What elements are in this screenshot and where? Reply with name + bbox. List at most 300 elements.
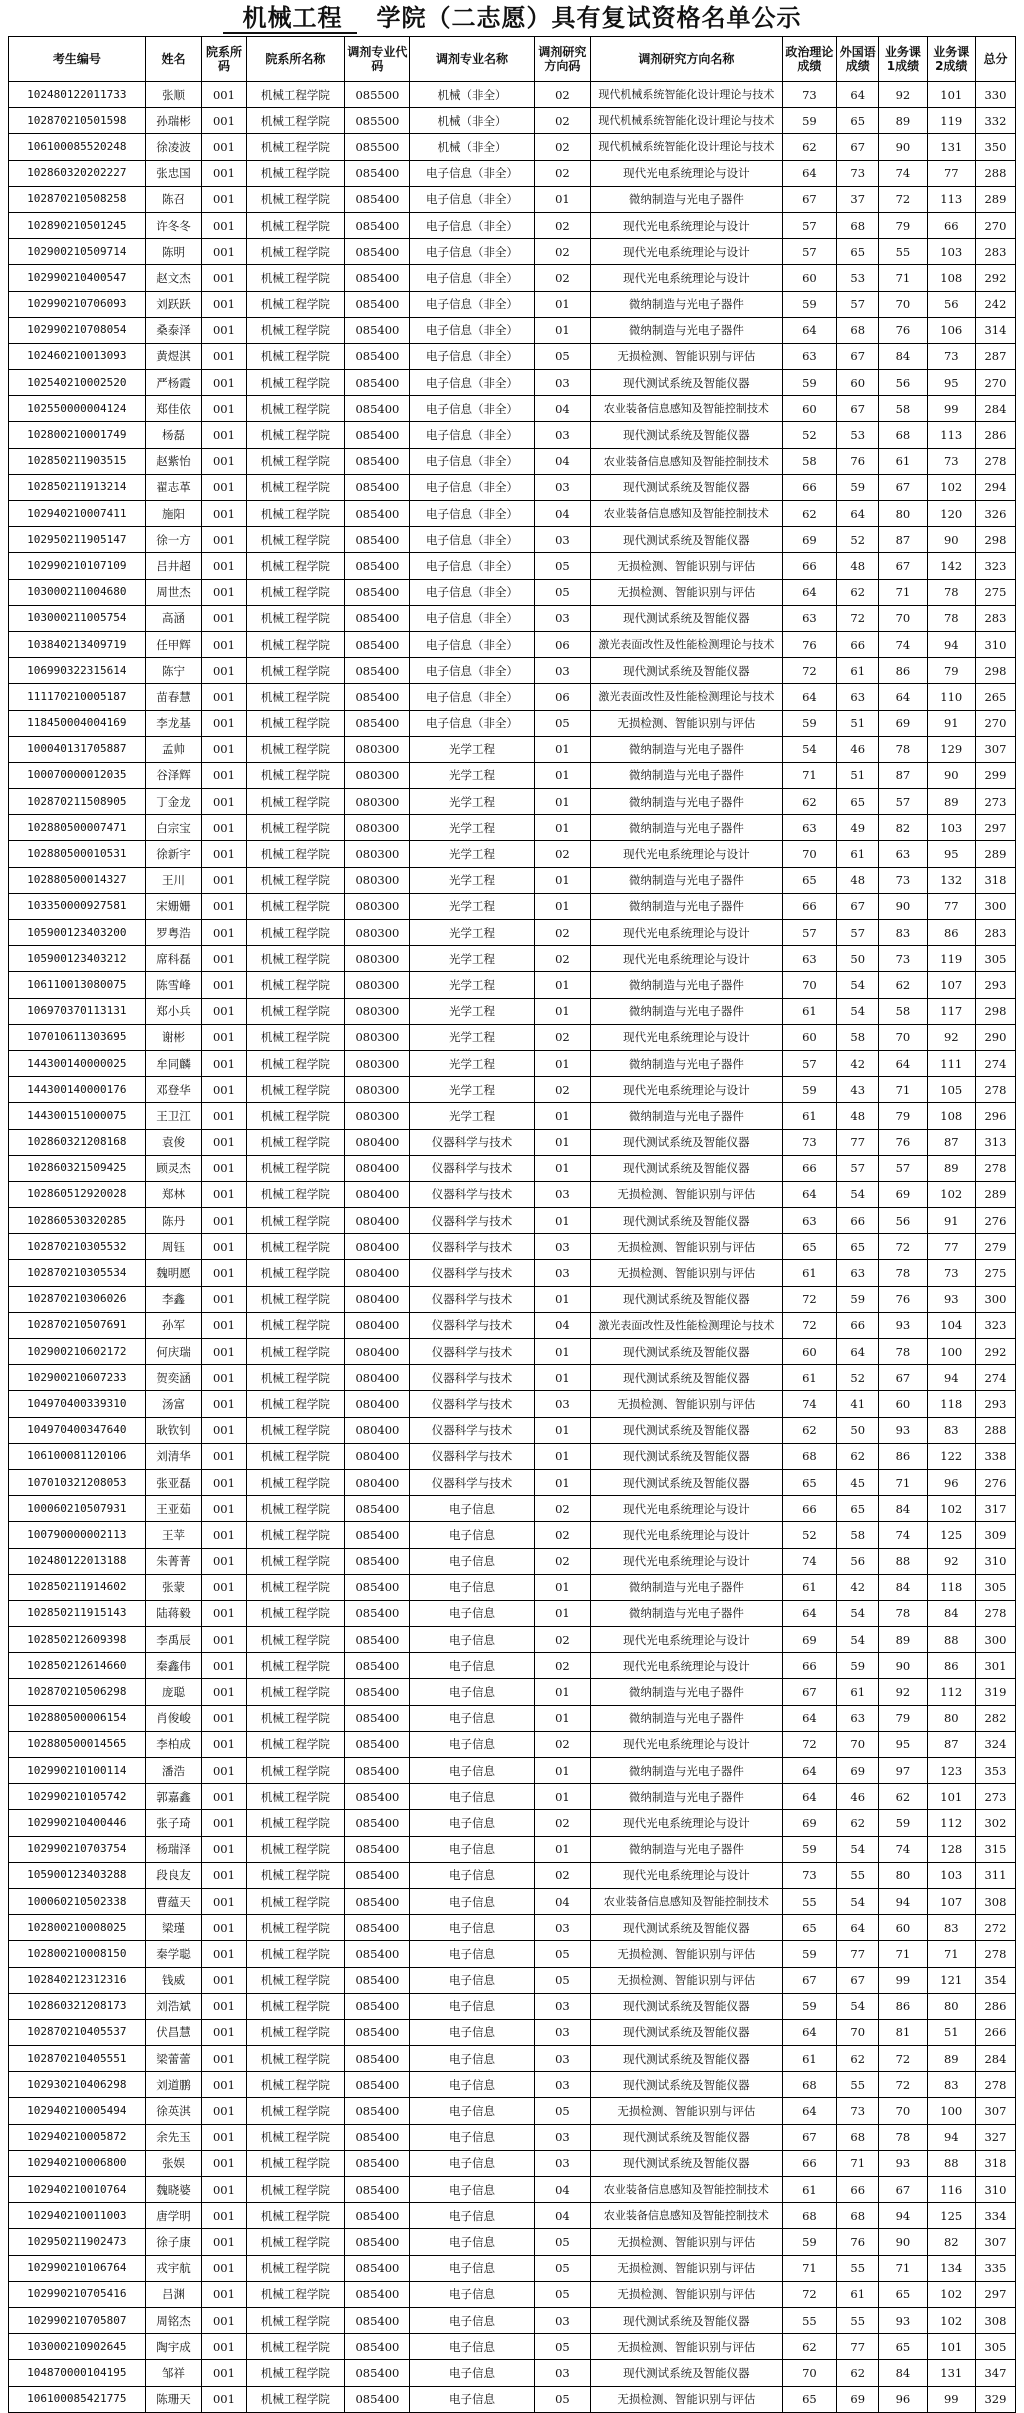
cell-dept-name: 机械工程学院 <box>246 1810 345 1836</box>
cell-direction-code: 03 <box>534 1234 591 1260</box>
cell-politics-score: 61 <box>782 1574 837 1600</box>
cell-name: 王卫江 <box>145 1103 202 1129</box>
table-row <box>9 736 1016 762</box>
cell-major-code: 085400 <box>345 2334 410 2360</box>
cell-direction-name: 现代测试系统及智能仪器 <box>591 1339 782 1365</box>
cell-major-code: 085400 <box>345 1574 410 1600</box>
cell-total-score: 300 <box>975 1286 1015 1312</box>
cell-dept-code: 001 <box>202 82 246 108</box>
cell-politics-score: 68 <box>782 2072 837 2098</box>
cell-foreign-language-score: 77 <box>837 1129 879 1155</box>
cell-name: 张亚磊 <box>145 1469 202 1495</box>
cell-name: 余先玉 <box>145 2124 202 2150</box>
cell-foreign-language-score: 67 <box>837 1967 879 1993</box>
table-row <box>9 1365 1016 1391</box>
cell-major-code: 085400 <box>345 658 410 684</box>
cell-politics-score: 71 <box>782 2255 837 2281</box>
cell-direction-name: 现代测试系统及智能仪器 <box>591 1443 782 1469</box>
cell-subject2-score: 110 <box>927 684 975 710</box>
cell-politics-score: 67 <box>782 1679 837 1705</box>
cell-foreign-language-score: 63 <box>837 1260 879 1286</box>
cell-name: 吕井超 <box>145 553 202 579</box>
cell-subject2-score: 94 <box>927 2124 975 2150</box>
cell-direction-code: 03 <box>534 2072 591 2098</box>
cell-total-score: 298 <box>975 658 1015 684</box>
cell-direction-code: 05 <box>534 1967 591 1993</box>
cell-direction-name: 微纳制造与光电子器件 <box>591 762 782 788</box>
cell-total-score: 292 <box>975 1339 1015 1365</box>
header-foreign-language-score: 外国语成绩 <box>837 37 879 82</box>
table-row <box>9 658 1016 684</box>
cell-major-name: 仪器科学与技术 <box>410 1181 534 1207</box>
cell-major-name: 机械（非全） <box>410 108 534 134</box>
cell-foreign-language-score: 68 <box>837 2203 879 2229</box>
cell-dept-name: 机械工程学院 <box>246 501 345 527</box>
cell-subject1-score: 74 <box>879 1522 927 1548</box>
cell-dept-code: 001 <box>202 501 246 527</box>
cell-politics-score: 70 <box>782 972 837 998</box>
cell-dept-code: 001 <box>202 553 246 579</box>
cell-total-score: 293 <box>975 1391 1015 1417</box>
cell-direction-code: 01 <box>534 762 591 788</box>
cell-direction-code: 05 <box>534 2255 591 2281</box>
cell-dept-code: 001 <box>202 579 246 605</box>
table-row <box>9 920 1016 946</box>
cell-subject1-score: 67 <box>879 2177 927 2203</box>
cell-politics-score: 67 <box>782 1967 837 1993</box>
cell-dept-code: 001 <box>202 972 246 998</box>
cell-total-score: 278 <box>975 1077 1015 1103</box>
cell-subject1-score: 80 <box>879 501 927 527</box>
cell-major-code: 085400 <box>345 2177 410 2203</box>
table-row <box>9 1050 1016 1076</box>
cell-subject1-score: 92 <box>879 1679 927 1705</box>
cell-major-code: 080300 <box>345 1050 410 1076</box>
cell-subject2-score: 83 <box>927 2072 975 2098</box>
cell-subject1-score: 59 <box>879 1810 927 1836</box>
cell-direction-code: 05 <box>534 710 591 736</box>
cell-total-score: 289 <box>975 841 1015 867</box>
cell-major-name: 光学工程 <box>410 1024 534 1050</box>
cell-dept-code: 001 <box>202 1129 246 1155</box>
cell-subject2-score: 91 <box>927 710 975 736</box>
cell-major-code: 080400 <box>345 1155 410 1181</box>
cell-total-score: 292 <box>975 265 1015 291</box>
cell-total-score: 323 <box>975 1312 1015 1338</box>
cell-direction-code: 05 <box>534 2386 591 2412</box>
cell-dept-name: 机械工程学院 <box>246 815 345 841</box>
cell-foreign-language-score: 68 <box>837 2124 879 2150</box>
cell-dept-code: 001 <box>202 2255 246 2281</box>
cell-dept-name: 机械工程学院 <box>246 841 345 867</box>
cell-dept-name: 机械工程学院 <box>246 474 345 500</box>
cell-direction-code: 01 <box>534 972 591 998</box>
table-row <box>9 474 1016 500</box>
cell-direction-name: 农业装备信息感知及智能控制技术 <box>591 2203 782 2229</box>
cell-dept-code: 001 <box>202 1208 246 1234</box>
cell-dept-code: 001 <box>202 291 246 317</box>
cell-major-code: 085400 <box>345 1993 410 2019</box>
cell-total-score: 283 <box>975 605 1015 631</box>
cell-total-score: 326 <box>975 501 1015 527</box>
cell-subject1-score: 83 <box>879 920 927 946</box>
cell-major-code: 085400 <box>345 2072 410 2098</box>
cell-subject2-score: 117 <box>927 998 975 1024</box>
cell-candidate-id: 102870211508905 <box>9 789 146 815</box>
cell-dept-code: 001 <box>202 1050 246 1076</box>
cell-name: 王川 <box>145 867 202 893</box>
table-row <box>9 1417 1016 1443</box>
cell-total-score: 338 <box>975 1443 1015 1469</box>
cell-dept-name: 机械工程学院 <box>246 1653 345 1679</box>
cell-total-score: 274 <box>975 1365 1015 1391</box>
cell-foreign-language-score: 54 <box>837 972 879 998</box>
cell-name: 秦学聪 <box>145 1941 202 1967</box>
cell-dept-code: 001 <box>202 2177 246 2203</box>
cell-foreign-language-score: 73 <box>837 160 879 186</box>
cell-politics-score: 60 <box>782 1339 837 1365</box>
cell-subject2-score: 90 <box>927 527 975 553</box>
cell-subject1-score: 55 <box>879 239 927 265</box>
cell-dept-code: 001 <box>202 998 246 1024</box>
cell-subject1-score: 58 <box>879 396 927 422</box>
cell-name: 谢彬 <box>145 1024 202 1050</box>
cell-direction-name: 微纳制造与光电子器件 <box>591 998 782 1024</box>
cell-dept-code: 001 <box>202 1836 246 1862</box>
cell-politics-score: 52 <box>782 422 837 448</box>
cell-subject2-score: 103 <box>927 239 975 265</box>
cell-subject2-score: 142 <box>927 553 975 579</box>
cell-major-name: 电子信息 <box>410 2124 534 2150</box>
cell-foreign-language-score: 60 <box>837 370 879 396</box>
cell-dept-code: 001 <box>202 317 246 343</box>
cell-politics-score: 76 <box>782 631 837 657</box>
cell-dept-code: 001 <box>202 1077 246 1103</box>
cell-direction-name: 微纳制造与光电子器件 <box>591 1103 782 1129</box>
cell-major-name: 电子信息 <box>410 1758 534 1784</box>
cell-major-name: 电子信息 <box>410 2360 534 2386</box>
cell-name: 贺奕涵 <box>145 1365 202 1391</box>
cell-politics-score: 64 <box>782 1758 837 1784</box>
cell-major-code: 085400 <box>345 474 410 500</box>
cell-total-score: 278 <box>975 448 1015 474</box>
cell-subject2-score: 56 <box>927 291 975 317</box>
cell-candidate-id: 102900210509714 <box>9 239 146 265</box>
cell-dept-name: 机械工程学院 <box>246 186 345 212</box>
cell-politics-score: 59 <box>782 1836 837 1862</box>
cell-candidate-id: 102860512920028 <box>9 1181 146 1207</box>
cell-direction-name: 无损检测、智能识别与评估 <box>591 2255 782 2281</box>
cell-foreign-language-score: 55 <box>837 2307 879 2333</box>
cell-subject2-score: 88 <box>927 1627 975 1653</box>
cell-major-code: 080300 <box>345 736 410 762</box>
cell-subject1-score: 84 <box>879 2360 927 2386</box>
cell-foreign-language-score: 42 <box>837 1050 879 1076</box>
header-politics-score: 政治理论成绩 <box>782 37 837 82</box>
cell-dept-name: 机械工程学院 <box>246 396 345 422</box>
cell-subject1-score: 92 <box>879 82 927 108</box>
cell-politics-score: 72 <box>782 1286 837 1312</box>
cell-name: 王亚茹 <box>145 1496 202 1522</box>
cell-dept-code: 001 <box>202 710 246 736</box>
cell-direction-code: 03 <box>534 1260 591 1286</box>
cell-candidate-id: 102850211903515 <box>9 448 146 474</box>
table-row <box>9 1967 1016 1993</box>
cell-foreign-language-score: 62 <box>837 2360 879 2386</box>
cell-dept-name: 机械工程学院 <box>246 1888 345 1914</box>
cell-foreign-language-score: 54 <box>837 1888 879 1914</box>
cell-total-score: 283 <box>975 920 1015 946</box>
cell-foreign-language-score: 65 <box>837 1496 879 1522</box>
cell-major-name: 电子信息（非全） <box>410 605 534 631</box>
cell-major-name: 电子信息（非全） <box>410 553 534 579</box>
table-row <box>9 762 1016 788</box>
cell-total-score: 294 <box>975 474 1015 500</box>
cell-dept-code: 001 <box>202 2019 246 2045</box>
cell-direction-code: 04 <box>534 448 591 474</box>
cell-major-code: 080300 <box>345 920 410 946</box>
cell-dept-code: 001 <box>202 212 246 238</box>
cell-dept-code: 001 <box>202 474 246 500</box>
cell-dept-name: 机械工程学院 <box>246 2150 345 2176</box>
cell-foreign-language-score: 64 <box>837 501 879 527</box>
cell-direction-name: 现代测试系统及智能仪器 <box>591 1155 782 1181</box>
cell-direction-name: 无损检测、智能识别与评估 <box>591 1967 782 1993</box>
cell-direction-name: 现代机械系统智能化设计理论与技术 <box>591 82 782 108</box>
cell-direction-code: 04 <box>534 1312 591 1338</box>
cell-dept-name: 机械工程学院 <box>246 1208 345 1234</box>
cell-subject1-score: 71 <box>879 579 927 605</box>
cell-direction-code: 01 <box>534 1758 591 1784</box>
cell-direction-name: 现代测试系统及智能仪器 <box>591 422 782 448</box>
cell-politics-score: 63 <box>782 946 837 972</box>
table-row <box>9 1548 1016 1574</box>
cell-dept-name: 机械工程学院 <box>246 82 345 108</box>
cell-major-name: 电子信息 <box>410 2150 534 2176</box>
table-row <box>9 2203 1016 2229</box>
cell-major-code: 085400 <box>345 2098 410 2124</box>
cell-major-code: 080400 <box>345 1391 410 1417</box>
cell-subject1-score: 68 <box>879 422 927 448</box>
table-row <box>9 631 1016 657</box>
cell-foreign-language-score: 76 <box>837 448 879 474</box>
table-row <box>9 1574 1016 1600</box>
cell-subject2-score: 92 <box>927 1024 975 1050</box>
cell-name: 陆蒋毅 <box>145 1600 202 1626</box>
cell-foreign-language-score: 67 <box>837 396 879 422</box>
cell-subject2-score: 99 <box>927 2386 975 2412</box>
cell-direction-name: 现代光电系统理论与设计 <box>591 1862 782 1888</box>
cell-subject2-score: 113 <box>927 186 975 212</box>
cell-major-name: 电子信息（非全） <box>410 710 534 736</box>
cell-direction-name: 无损检测、智能识别与评估 <box>591 2229 782 2255</box>
table-row <box>9 1286 1016 1312</box>
cell-total-score: 297 <box>975 815 1015 841</box>
cell-major-code: 085500 <box>345 108 410 134</box>
cell-direction-code: 01 <box>534 1443 591 1469</box>
cell-total-score: 288 <box>975 1417 1015 1443</box>
cell-name: 陈召 <box>145 186 202 212</box>
cell-politics-score: 66 <box>782 893 837 919</box>
cell-candidate-id: 106100081120106 <box>9 1443 146 1469</box>
cell-dept-name: 机械工程学院 <box>246 1077 345 1103</box>
cell-dept-name: 机械工程学院 <box>246 370 345 396</box>
cell-foreign-language-score: 63 <box>837 1705 879 1731</box>
cell-politics-score: 54 <box>782 736 837 762</box>
cell-candidate-id: 103000211005754 <box>9 605 146 631</box>
cell-subject2-score: 122 <box>927 1443 975 1469</box>
cell-subject1-score: 84 <box>879 343 927 369</box>
cell-total-score: 329 <box>975 2386 1015 2412</box>
cell-major-name: 电子信息 <box>410 2098 534 2124</box>
cell-subject1-score: 78 <box>879 1260 927 1286</box>
cell-foreign-language-score: 66 <box>837 631 879 657</box>
cell-dept-code: 001 <box>202 108 246 134</box>
cell-candidate-id: 106100085421775 <box>9 2386 146 2412</box>
cell-dept-code: 001 <box>202 527 246 553</box>
cell-foreign-language-score: 55 <box>837 2072 879 2098</box>
cell-dept-code: 001 <box>202 1260 246 1286</box>
cell-subject1-score: 94 <box>879 2203 927 2229</box>
cell-candidate-id: 102480122013188 <box>9 1548 146 1574</box>
cell-direction-code: 03 <box>534 1391 591 1417</box>
cell-politics-score: 57 <box>782 920 837 946</box>
cell-subject2-score: 99 <box>927 396 975 422</box>
cell-direction-name: 微纳制造与光电子器件 <box>591 1600 782 1626</box>
cell-politics-score: 63 <box>782 605 837 631</box>
cell-major-code: 085400 <box>345 2360 410 2386</box>
cell-subject2-score: 118 <box>927 1574 975 1600</box>
cell-name: 许冬冬 <box>145 212 202 238</box>
cell-candidate-id: 103000210902645 <box>9 2334 146 2360</box>
cell-candidate-id: 102990210107109 <box>9 553 146 579</box>
cell-dept-code: 001 <box>202 1339 246 1365</box>
cell-subject1-score: 78 <box>879 2124 927 2150</box>
cell-dept-name: 机械工程学院 <box>246 2072 345 2098</box>
cell-politics-score: 63 <box>782 815 837 841</box>
cell-dept-name: 机械工程学院 <box>246 946 345 972</box>
cell-total-score: 275 <box>975 579 1015 605</box>
cell-dept-code: 001 <box>202 1234 246 1260</box>
table-row <box>9 1810 1016 1836</box>
table-row <box>9 1129 1016 1155</box>
cell-subject1-score: 56 <box>879 370 927 396</box>
cell-subject1-score: 60 <box>879 1391 927 1417</box>
cell-total-score: 289 <box>975 186 1015 212</box>
cell-name: 黄煜淇 <box>145 343 202 369</box>
cell-major-code: 080400 <box>345 1469 410 1495</box>
cell-politics-score: 57 <box>782 212 837 238</box>
cell-candidate-id: 144300140000025 <box>9 1050 146 1076</box>
cell-dept-code: 001 <box>202 1312 246 1338</box>
cell-major-name: 光学工程 <box>410 762 534 788</box>
cell-subject2-score: 78 <box>927 579 975 605</box>
cell-dept-code: 001 <box>202 1784 246 1810</box>
cell-total-score: 354 <box>975 1967 1015 1993</box>
table-row <box>9 396 1016 422</box>
cell-major-name: 电子信息 <box>410 1496 534 1522</box>
cell-direction-name: 农业装备信息感知及智能控制技术 <box>591 396 782 422</box>
cell-candidate-id: 103000211004680 <box>9 579 146 605</box>
cell-dept-name: 机械工程学院 <box>246 448 345 474</box>
cell-direction-code: 02 <box>534 1496 591 1522</box>
cell-total-score: 299 <box>975 762 1015 788</box>
cell-direction-code: 01 <box>534 1679 591 1705</box>
table-row <box>9 2229 1016 2255</box>
table-row <box>9 1600 1016 1626</box>
cell-subject2-score: 77 <box>927 893 975 919</box>
cell-subject2-score: 87 <box>927 1731 975 1757</box>
cell-dept-name: 机械工程学院 <box>246 2386 345 2412</box>
cell-subject1-score: 82 <box>879 815 927 841</box>
cell-major-name: 仪器科学与技术 <box>410 1234 534 1260</box>
cell-subject1-score: 76 <box>879 1286 927 1312</box>
cell-name: 秦鑫伟 <box>145 1653 202 1679</box>
cell-subject1-score: 87 <box>879 527 927 553</box>
cell-candidate-id: 102950211902473 <box>9 2229 146 2255</box>
cell-subject1-score: 86 <box>879 658 927 684</box>
cell-direction-code: 03 <box>534 370 591 396</box>
cell-total-score: 266 <box>975 2019 1015 2045</box>
cell-foreign-language-score: 54 <box>837 1181 879 1207</box>
cell-major-name: 机械（非全） <box>410 134 534 160</box>
cell-dept-name: 机械工程学院 <box>246 2334 345 2360</box>
cell-major-name: 电子信息 <box>410 1600 534 1626</box>
cell-subject2-score: 102 <box>927 1496 975 1522</box>
cell-dept-code: 001 <box>202 658 246 684</box>
cell-name: 周铭杰 <box>145 2307 202 2333</box>
cell-major-name: 仪器科学与技术 <box>410 1286 534 1312</box>
table-row <box>9 448 1016 474</box>
cell-major-name: 电子信息 <box>410 1679 534 1705</box>
cell-foreign-language-score: 57 <box>837 1155 879 1181</box>
cell-name: 王苹 <box>145 1522 202 1548</box>
cell-major-name: 电子信息（非全） <box>410 370 534 396</box>
cell-politics-score: 69 <box>782 527 837 553</box>
cell-subject2-score: 128 <box>927 1836 975 1862</box>
cell-total-score: 265 <box>975 684 1015 710</box>
cell-major-name: 电子信息（非全） <box>410 631 534 657</box>
cell-direction-code: 03 <box>534 658 591 684</box>
department-name: 机械工程 <box>223 4 357 34</box>
cell-major-name: 电子信息（非全） <box>410 527 534 553</box>
cell-major-name: 电子信息（非全） <box>410 396 534 422</box>
cell-direction-code: 02 <box>534 134 591 160</box>
cell-subject1-score: 81 <box>879 2019 927 2045</box>
cell-dept-code: 001 <box>202 1496 246 1522</box>
cell-subject2-score: 104 <box>927 1312 975 1338</box>
cell-total-score: 270 <box>975 710 1015 736</box>
cell-direction-name: 现代光电系统理论与设计 <box>591 1627 782 1653</box>
cell-politics-score: 64 <box>782 1705 837 1731</box>
cell-name: 顾灵杰 <box>145 1155 202 1181</box>
cell-major-name: 电子信息 <box>410 1653 534 1679</box>
cell-name: 谷泽辉 <box>145 762 202 788</box>
cell-subject2-score: 87 <box>927 1129 975 1155</box>
cell-total-score: 276 <box>975 1469 1015 1495</box>
cell-name: 曹蕴天 <box>145 1888 202 1914</box>
cell-politics-score: 61 <box>782 1365 837 1391</box>
cell-candidate-id: 102990210400547 <box>9 265 146 291</box>
cell-major-name: 仪器科学与技术 <box>410 1339 534 1365</box>
cell-major-name: 电子信息（非全） <box>410 448 534 474</box>
cell-politics-score: 63 <box>782 343 837 369</box>
cell-total-score: 278 <box>975 1155 1015 1181</box>
cell-major-code: 085400 <box>345 2019 410 2045</box>
cell-dept-code: 001 <box>202 1679 246 1705</box>
cell-major-name: 电子信息（非全） <box>410 343 534 369</box>
cell-direction-name: 现代测试系统及智能仪器 <box>591 1915 782 1941</box>
